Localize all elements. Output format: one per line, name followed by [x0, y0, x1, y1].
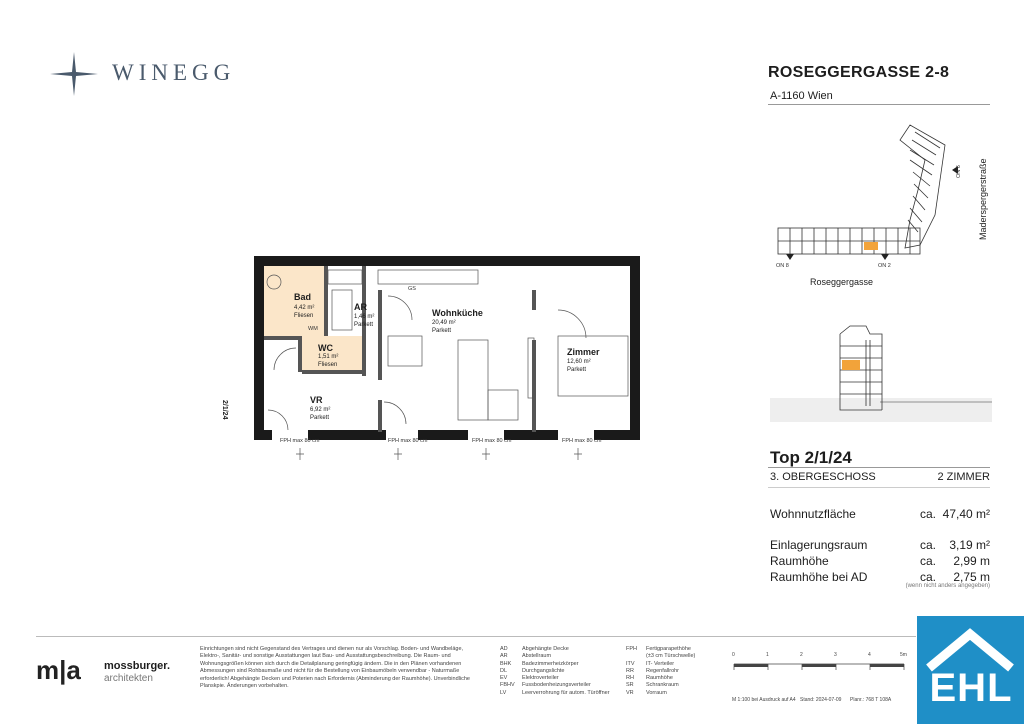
- room-floor-bad: Fliesen: [294, 313, 314, 319]
- appliance-tag: GS: [408, 286, 416, 292]
- stat-row: [770, 570, 990, 584]
- height-note: (wenn nicht anders angegeben): [905, 583, 990, 589]
- architect-name: mossburger.: [104, 660, 171, 672]
- site-marker-on6: ON 6: [956, 165, 962, 178]
- room-floor-vr: Parkett: [310, 415, 330, 421]
- stat-label: Raumhöhe: [770, 554, 829, 568]
- street-label-right: Maderspergerstraße: [978, 158, 988, 240]
- room-floor-zimmer: Parkett: [567, 367, 587, 373]
- room-area-vr: 6,92 m²: [310, 407, 331, 413]
- legend-item: EV Elektroverteiler: [500, 675, 559, 682]
- legend-item: DL Durchgangslichte: [500, 667, 565, 674]
- unit-entrance-tag: 2/1/24: [221, 400, 228, 420]
- scale-tick: 0: [732, 652, 735, 658]
- legend-item: FBHV Fussbodenheizungsverteiler: [500, 682, 591, 689]
- legend-item: ITV IT- Verteiler: [626, 660, 675, 667]
- stat-ca: ca.: [920, 554, 937, 568]
- room-name-zimmer: Zimmer: [567, 347, 600, 357]
- legend-item: LV Leerverrohrung für autom. Türöffner: [500, 689, 610, 696]
- scale-tick: 3: [834, 652, 837, 658]
- room-name-wc: WC: [318, 343, 333, 353]
- footer-divider: [36, 636, 916, 637]
- room-floor-wc: Fliesen: [318, 362, 338, 368]
- stat-row: [770, 507, 990, 521]
- plan-number: Planr.: 768 T 108A: [850, 697, 892, 703]
- site-plan: [770, 120, 990, 300]
- room-area-zimmer: 12,60 m²: [567, 359, 591, 365]
- scale-tick: 2: [800, 652, 803, 658]
- unit-room-count: 2 ZIMMER: [937, 471, 990, 483]
- legend-item: FPH Fertigparapethöhe: [626, 646, 691, 652]
- disclaimer-text: Einrichtungen sind nicht Gegenstand des Vertrages und dienen nur als Vorschlag. Boden- und Wandbeläge, Elektro-, Sanitär- und sonstige Ausstattungen laut Bau- und Ausstattungsbeschreibung. Die Raum- und Wohnungsgrößen können sich durch die Detailplanung geringfügig ändern. Die in den Plänen vorhandenen Abmessungen sind Rohbaumaße und nicht für die Bestellung von Einbaumöbeln verwendbar - Naturmaße erforderlich! Abgehängte Decken und Poterien nach Erfordernis (Abminderung der Raumhöhe). Unverbindliche Planskpie. Änderungen vorbehalten.: [200, 646, 470, 690]
- stat-row: [770, 554, 990, 568]
- legend-item: BHK Badezimmerheizkörper: [500, 660, 579, 667]
- room-area-ar: 1,46 m²: [354, 314, 375, 320]
- legend-item: RH Raumhöhe: [626, 675, 673, 682]
- ehl-logo-text: EHL: [929, 666, 1013, 710]
- plan-date: Stand: 2024-07-09: [800, 697, 842, 703]
- stat-ca: ca.: [920, 507, 937, 521]
- room-name-bad: Bad: [294, 292, 312, 302]
- ehl-logo: [917, 616, 1024, 724]
- site-marker-on8: ON 8: [776, 263, 789, 269]
- address-city: A-1160 Wien: [770, 90, 833, 102]
- room-area-wohnkueche: 20,49 m²: [432, 320, 456, 326]
- section-drawing: [770, 322, 992, 422]
- stat-ca: ca.: [920, 538, 937, 552]
- stat-value: 2,99 m: [953, 554, 990, 568]
- architect-subtitle: architekten: [104, 673, 153, 684]
- legend-column-a: [500, 646, 620, 697]
- scale-tick: 1: [766, 652, 769, 658]
- scale-bar: [732, 660, 912, 674]
- legend-item: VR Vorraum: [626, 689, 667, 696]
- stat-value: 47,40 m²: [942, 507, 990, 521]
- architect-mark: m|a: [36, 655, 81, 685]
- window-tag: FPH max 80 cm: [280, 438, 320, 444]
- legend-item: RR Regenfallrohr: [626, 667, 680, 674]
- address-divider: [768, 104, 990, 105]
- legend-item: (±3 cm Türschwelle): [646, 653, 696, 660]
- room-name-wohnkueche: Wohnküche: [432, 308, 483, 318]
- stat-label: Einlagerungsraum: [770, 538, 868, 552]
- room-area-wc: 1,51 m²: [318, 354, 339, 360]
- compass-star-icon: [50, 52, 98, 96]
- unit-title: Top 2/1/24: [770, 448, 852, 467]
- stat-row: [770, 538, 990, 552]
- scale-note: M 1:100 bei Ausdruck auf A4: [732, 697, 796, 703]
- room-floor-wohnkueche: Parkett: [432, 328, 452, 334]
- brand-logo-text: WINEGG: [112, 60, 236, 85]
- room-name-vr: VR: [310, 395, 323, 405]
- stat-ca: ca.: [920, 570, 937, 584]
- unit-floor: 3. OBERGESCHOSS: [770, 471, 876, 483]
- scale-tick: 4: [868, 652, 871, 658]
- window-tag: FPH max 80 cm: [472, 438, 512, 444]
- legend-item: AD Abgehängte Decke: [500, 646, 569, 652]
- legend-column-b: [626, 646, 716, 697]
- room-area-bad: 4,42 m²: [294, 305, 315, 311]
- legend-item: SR Schrankraum: [626, 682, 679, 689]
- street-label-bottom: Roseggergasse: [810, 277, 874, 287]
- floor-plan: [221, 250, 648, 480]
- scale-tick: 5m: [900, 652, 907, 658]
- window-tag: FPH max 80 cm: [388, 438, 428, 444]
- stat-value: 2,75 m: [953, 570, 990, 584]
- legend-item: AR Abstellraum: [500, 653, 552, 660]
- stat-label: Wohnnutzfläche: [770, 507, 856, 521]
- room-floor-ar: Parkett: [354, 322, 374, 328]
- address-title: ROSEGGERGASSE 2-8: [768, 64, 950, 81]
- window-tag: FPH max 80 cm: [562, 438, 602, 444]
- room-name-ar: AR: [354, 302, 367, 312]
- stat-value: 3,19 m²: [949, 538, 990, 552]
- stat-label: Raumhöhe bei AD: [770, 570, 868, 584]
- unit-divider: [768, 467, 990, 468]
- appliance-tag: WM: [308, 326, 318, 332]
- unit-divider-2: [768, 487, 990, 488]
- site-marker-on2: ON 2: [878, 263, 891, 269]
